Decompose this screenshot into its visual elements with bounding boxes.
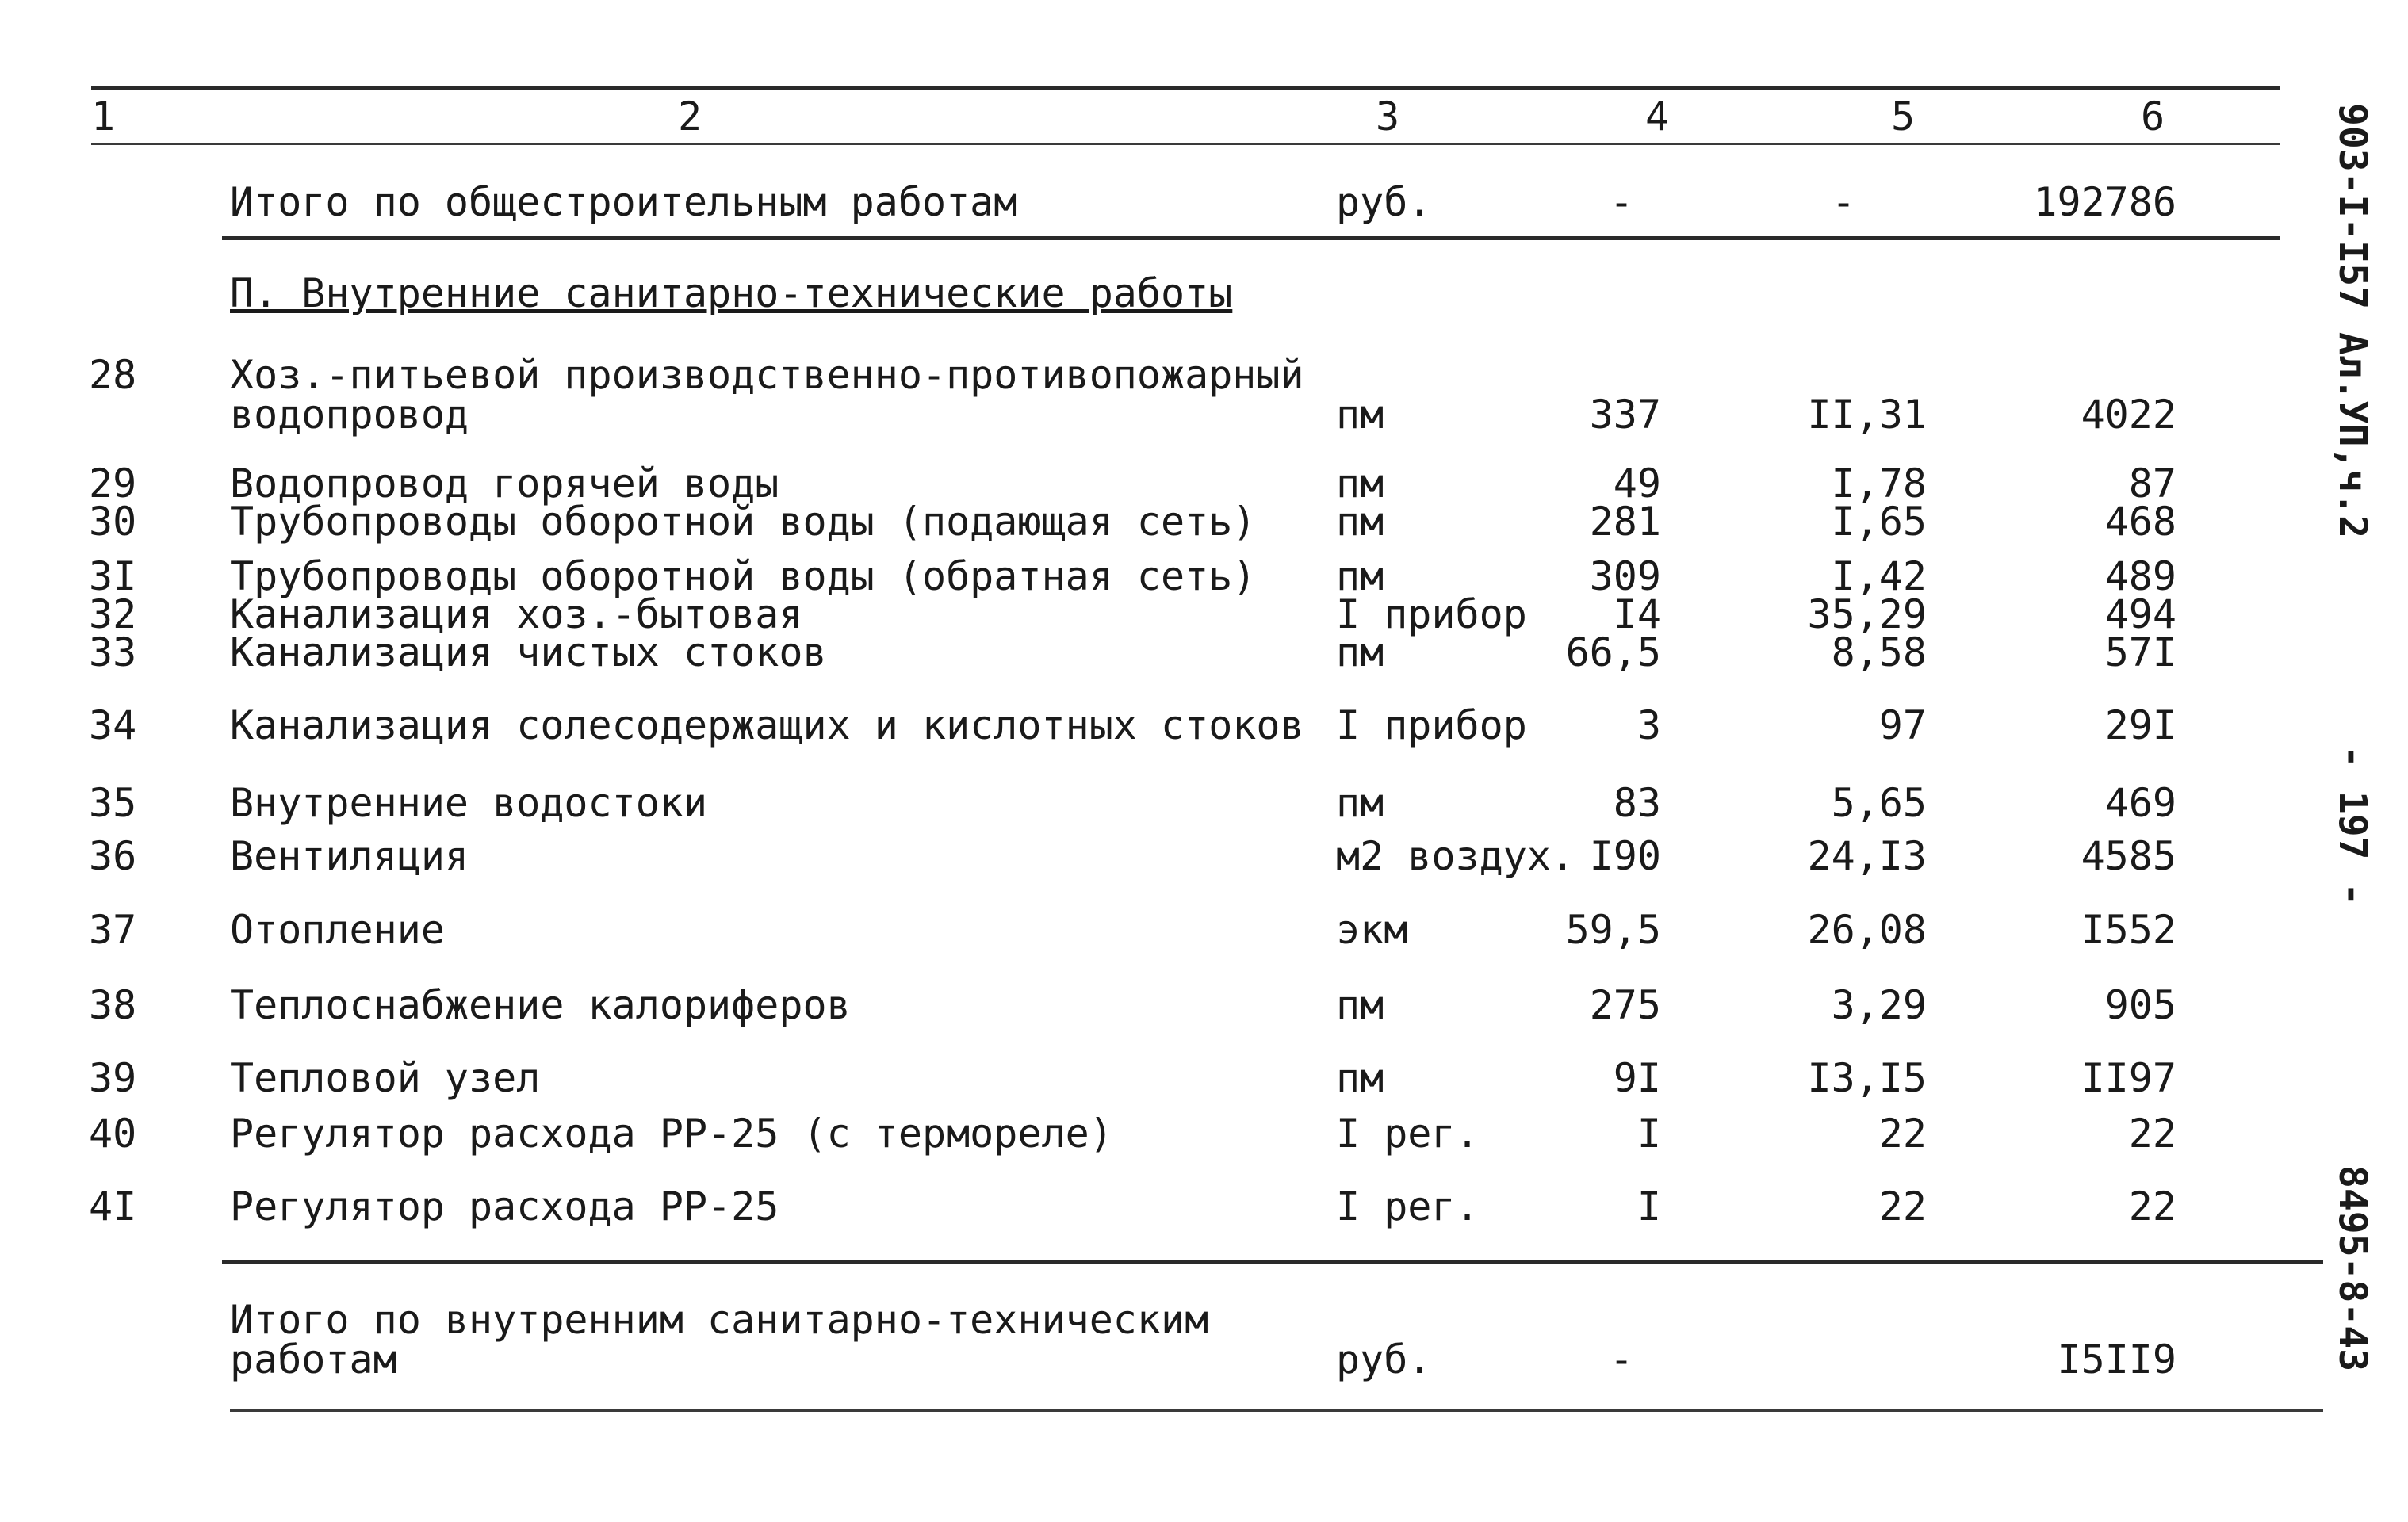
- row-price: 3,29: [1831, 982, 1927, 1028]
- row-price: 26,08: [1807, 907, 1927, 953]
- side-code-top: 903-I-I57 Ал.УП,ч.2: [2330, 103, 2375, 539]
- row-total: I552: [2081, 907, 2176, 953]
- row-price: 5,65: [1831, 780, 1927, 826]
- row-qty: I: [1637, 1184, 1661, 1229]
- row-num: 3I: [89, 553, 137, 599]
- row-qty: 59,5: [1565, 907, 1661, 953]
- row-price: I,78: [1831, 461, 1927, 507]
- row-num: 40: [89, 1111, 137, 1157]
- row-num: 39: [89, 1055, 137, 1101]
- row-unit: I прибор: [1336, 591, 1527, 637]
- total-section2-unit: руб.: [1336, 1337, 1432, 1382]
- row-unit: м2 воздух.: [1336, 833, 1575, 879]
- bottom-section-rule: [222, 1260, 2323, 1264]
- section2-title: П. Внутренние санитарно-технические работы: [230, 270, 1233, 316]
- final-rule: [230, 1409, 2323, 1412]
- row-name: Регулятор расхода РР-25 (с термореле): [230, 1111, 1113, 1157]
- total-general-price: -: [1832, 179, 1856, 225]
- row-total: 494: [2104, 591, 2176, 637]
- row-num: 35: [89, 780, 137, 826]
- row-price: 22: [1878, 1184, 1927, 1229]
- col-header-6: 6: [2141, 94, 2165, 140]
- row-name: Тепловой узел: [230, 1055, 541, 1101]
- row-name-cont: водопровод: [230, 392, 469, 438]
- row-qty: I: [1637, 1111, 1661, 1157]
- row-name: Вентиляция: [230, 833, 469, 879]
- side-code-bottom: 8495-8-43: [2330, 1165, 2375, 1372]
- row-total: 4022: [2081, 392, 2176, 438]
- top-rule: [91, 86, 2280, 90]
- row-unit: I рег.: [1336, 1184, 1480, 1229]
- col-header-4: 4: [1645, 94, 1670, 140]
- row-price: 24,I3: [1807, 833, 1927, 879]
- row-price: I3,I5: [1807, 1055, 1927, 1101]
- row-qty: I4: [1613, 591, 1661, 637]
- row-name: Водопровод горячей воды: [230, 461, 779, 507]
- row-total: 905: [2104, 982, 2176, 1028]
- row-num: 30: [89, 499, 137, 545]
- row-num: 37: [89, 907, 137, 953]
- row-unit: пм: [1336, 982, 1384, 1028]
- side-page-number: - 197 -: [2330, 745, 2375, 906]
- row-unit: I рег.: [1336, 1111, 1480, 1157]
- total-general-unit: руб.: [1336, 179, 1432, 225]
- row-name: Регулятор расхода РР-25: [230, 1184, 779, 1229]
- col-header-3: 3: [1376, 94, 1400, 140]
- row-name: Трубопроводы оборотной воды (обратная сеть): [230, 553, 1257, 599]
- row-name: Трубопроводы оборотной воды (подающая сеть): [230, 499, 1257, 545]
- row-unit: пм: [1336, 1055, 1384, 1101]
- section-rule: [222, 236, 2280, 240]
- row-qty: 83: [1613, 780, 1661, 826]
- row-num: 33: [89, 629, 137, 675]
- row-price: I,42: [1831, 553, 1927, 599]
- row-qty: I90: [1589, 833, 1661, 879]
- row-total: 4585: [2081, 833, 2176, 879]
- row-price: I,65: [1831, 499, 1927, 545]
- row-total: 468: [2104, 499, 2176, 545]
- row-qty: 9I: [1613, 1055, 1661, 1101]
- header-rule: [91, 143, 2280, 145]
- row-total: 57I: [2104, 629, 2176, 675]
- row-unit: I прибор: [1336, 702, 1527, 748]
- row-total: 469: [2104, 780, 2176, 826]
- row-total: 87: [2128, 461, 2176, 507]
- row-num: 4I: [89, 1184, 137, 1229]
- row-name: Канализация чистых стоков: [230, 629, 827, 675]
- row-price: 22: [1878, 1111, 1927, 1157]
- row-qty: 49: [1613, 461, 1661, 507]
- row-total: II97: [2081, 1055, 2176, 1101]
- row-name: Внутренние водостоки: [230, 780, 708, 826]
- row-qty: 309: [1589, 553, 1661, 599]
- row-qty: 281: [1589, 499, 1661, 545]
- row-qty: 3: [1637, 702, 1661, 748]
- total-section2-total: I5II9: [2057, 1337, 2176, 1382]
- row-name: Канализация солесодержащих и кислотных стоков: [230, 702, 1304, 748]
- row-name: Канализация хоз.-бытовая: [230, 591, 803, 637]
- row-qty: 275: [1589, 982, 1661, 1028]
- total-general-total: 192786: [2033, 179, 2176, 225]
- row-unit: пм: [1336, 553, 1384, 599]
- row-num: 29: [89, 461, 137, 507]
- total-section2-name: Итого по внутренним санитарно-техническим: [230, 1297, 1209, 1343]
- total-general-name: Итого по общестроительным работам: [230, 179, 1018, 225]
- row-num: 36: [89, 833, 137, 879]
- row-total: 22: [2128, 1111, 2176, 1157]
- total-general-qty: -: [1610, 179, 1634, 225]
- row-price: II,31: [1807, 392, 1927, 438]
- row-name: Теплоснабжение калориферов: [230, 982, 851, 1028]
- row-unit: пм: [1336, 780, 1384, 826]
- total-section2-qty: -: [1610, 1337, 1634, 1382]
- row-name: Отопление: [230, 907, 445, 953]
- row-qty: 337: [1589, 392, 1661, 438]
- row-unit: экм: [1336, 907, 1408, 953]
- row-total: 489: [2104, 553, 2176, 599]
- total-section2-name-cont: работам: [230, 1337, 397, 1382]
- row-num: 34: [89, 702, 137, 748]
- row-total: 22: [2128, 1184, 2176, 1229]
- row-num: 28: [89, 352, 137, 398]
- col-header-5: 5: [1891, 94, 1916, 140]
- col-header-1: 1: [91, 94, 116, 140]
- col-header-2: 2: [678, 94, 702, 140]
- row-total: 29I: [2104, 702, 2176, 748]
- row-price: 8,58: [1831, 629, 1927, 675]
- row-unit: пм: [1336, 461, 1384, 507]
- row-unit: пм: [1336, 499, 1384, 545]
- row-unit: пм: [1336, 629, 1384, 675]
- row-qty: 66,5: [1565, 629, 1661, 675]
- row-price: 97: [1878, 702, 1927, 748]
- row-price: 35,29: [1807, 591, 1927, 637]
- row-unit: пм: [1336, 392, 1384, 438]
- row-num: 32: [89, 591, 137, 637]
- row-num: 38: [89, 982, 137, 1028]
- row-name: Хоз.-питьевой производственно-противопожарный: [230, 352, 1304, 398]
